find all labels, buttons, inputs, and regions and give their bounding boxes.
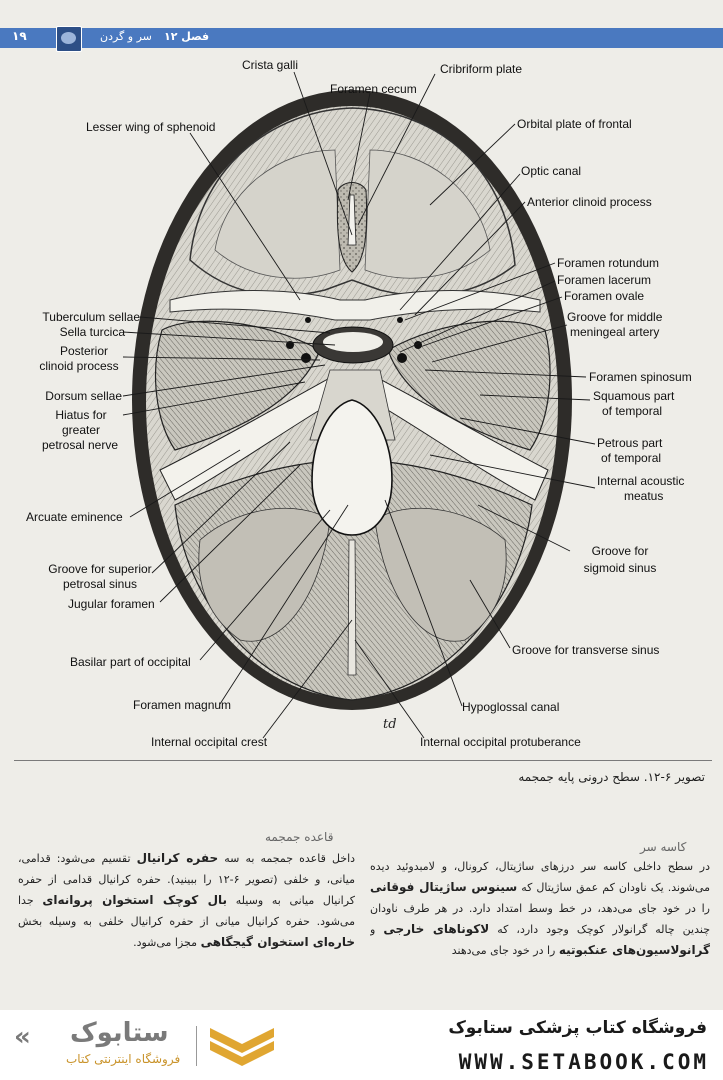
label-basilar-part: Basilar part of occipital	[70, 655, 191, 669]
label-petrous-line2: of temporal	[601, 451, 662, 465]
figure-caption: تصویر ۶-۱۲. سطح درونی پایه جمجمه	[518, 770, 705, 784]
label-sup-petrosal-line1: Groove for superior	[48, 562, 152, 576]
page-number: ۱۹	[12, 29, 27, 43]
logo-divider	[196, 1026, 197, 1066]
label-foramen-ovale: Foramen ovale	[564, 289, 645, 303]
label-tuberculum-sellae: Tuberculum sellae	[42, 310, 140, 324]
right-column-paragraph: در سطح داخلی کاسه سر درزهای ساژیتال، کرونال، و لامبدوئید دیده می‌شوند. یک ناودان کم عمق ساژیتال که سینوس ساژیتال فوقانی را در خود جای می‌دهد، در خط وسط امتداد دارد. در هر طرف ناودان چندین چاله گرانولار کوچک وجود دارد، که لاکوناهای خارجی و گرانولاسیون‌های عنکبوتیه را در خود جای می‌دهند	[370, 860, 710, 957]
store-footer-banner	[0, 1010, 723, 1080]
right-column-heading: کاسه سر	[640, 840, 687, 854]
artist-signature: td	[383, 717, 397, 732]
label-squamous-line2: of temporal	[602, 404, 663, 418]
logo-wordmark: ستابوک	[70, 1018, 169, 1048]
label-dorsum-sellae: Dorsum sellae	[45, 389, 122, 403]
label-sigmoid-line1: Groove for	[591, 544, 649, 558]
label-groove-transverse: Groove for transverse sinus	[512, 643, 660, 657]
figure-divider	[14, 760, 712, 761]
label-cribriform-plate: Cribriform plate	[440, 62, 523, 76]
label-petrous-line1: Petrous part	[597, 436, 663, 450]
label-groove-mma-line2: meningeal artery	[570, 325, 660, 339]
section-title: سر و گردن	[100, 30, 152, 43]
logo-subtitle: فروشگاه اینترنتی کتاب	[66, 1052, 181, 1066]
logo-arrows-icon: «	[14, 1022, 31, 1052]
label-orbital-plate: Orbital plate of frontal	[517, 117, 632, 131]
left-column-heading: قاعده جمجمه	[265, 830, 334, 844]
label-arcuate-eminence: Arcuate eminence	[26, 510, 123, 524]
label-sup-petrosal-line2: petrosal sinus	[62, 577, 138, 591]
label-groove-mma-line1: Groove for middle	[567, 310, 663, 324]
label-iam-line1: Internal acoustic	[597, 474, 685, 488]
label-sella-turcica: Sella turcica	[59, 325, 125, 339]
store-url-link[interactable]: WWW.SETABOOK.COM	[458, 1050, 709, 1074]
label-posterior-clinoid-line2: clinoid process	[39, 359, 119, 373]
label-internal-occipital-crest: Internal occipital crest	[151, 735, 268, 749]
label-hiatus-line1: Hiatus for	[55, 408, 107, 422]
page-header-bar	[0, 28, 723, 48]
label-sigmoid-line2: sigmoid sinus	[583, 561, 657, 575]
label-optic-canal: Optic canal	[521, 164, 582, 178]
chapter-thumbnail-icon	[56, 26, 82, 52]
label-foramen-magnum: Foramen magnum	[133, 698, 232, 712]
label-squamous-line1: Squamous part	[593, 389, 675, 403]
label-crista-galli: Crista galli	[242, 58, 299, 72]
store-title: فروشگاه کتاب پزشکی ستابوک	[448, 1018, 707, 1038]
label-foramen-spinosum: Foramen spinosum	[589, 370, 692, 384]
label-foramen-rotundum: Foramen rotundum	[557, 256, 660, 270]
label-foramen-lacerum: Foramen lacerum	[557, 273, 652, 287]
label-jugular-foramen: Jugular foramen	[68, 597, 155, 611]
label-hypoglossal-canal: Hypoglossal canal	[462, 700, 560, 714]
label-iam-line2: meatus	[624, 489, 664, 503]
label-hiatus-line3: petrosal nerve	[41, 438, 119, 452]
label-anterior-clinoid: Anterior clinoid process	[527, 195, 652, 209]
label-posterior-clinoid-line1: Posterior	[59, 344, 109, 358]
book-chevron-logo-icon	[206, 1024, 278, 1070]
label-lesser-wing: Lesser wing of sphenoid	[86, 120, 216, 134]
left-column-paragraph: داخل قاعده جمجمه به سه حفره کرانیال تقسیم می‌شود: قدامی، میانی، و خلفی (تصویر ۶-۱۲ را ببینید). حفره کرانیال قدامی از حفره کرانیال میانی به وسیله بال کوچک استخوان پروانه‌ای جدا می‌شود. حفره کرانیال میانی از حفره کرانیال خلفی به وسیله بخش خاره‌ای استخوان گیجگاهی مجزا می‌شود.	[18, 851, 355, 949]
label-foramen-cecum: Foramen cecum	[330, 82, 417, 96]
chapter-title: فصل ۱۲	[164, 30, 210, 43]
label-hiatus-line2: greater	[61, 423, 101, 437]
label-internal-occipital-protuberance: Internal occipital protuberance	[420, 735, 581, 749]
internal-occipital-crest	[348, 540, 356, 675]
